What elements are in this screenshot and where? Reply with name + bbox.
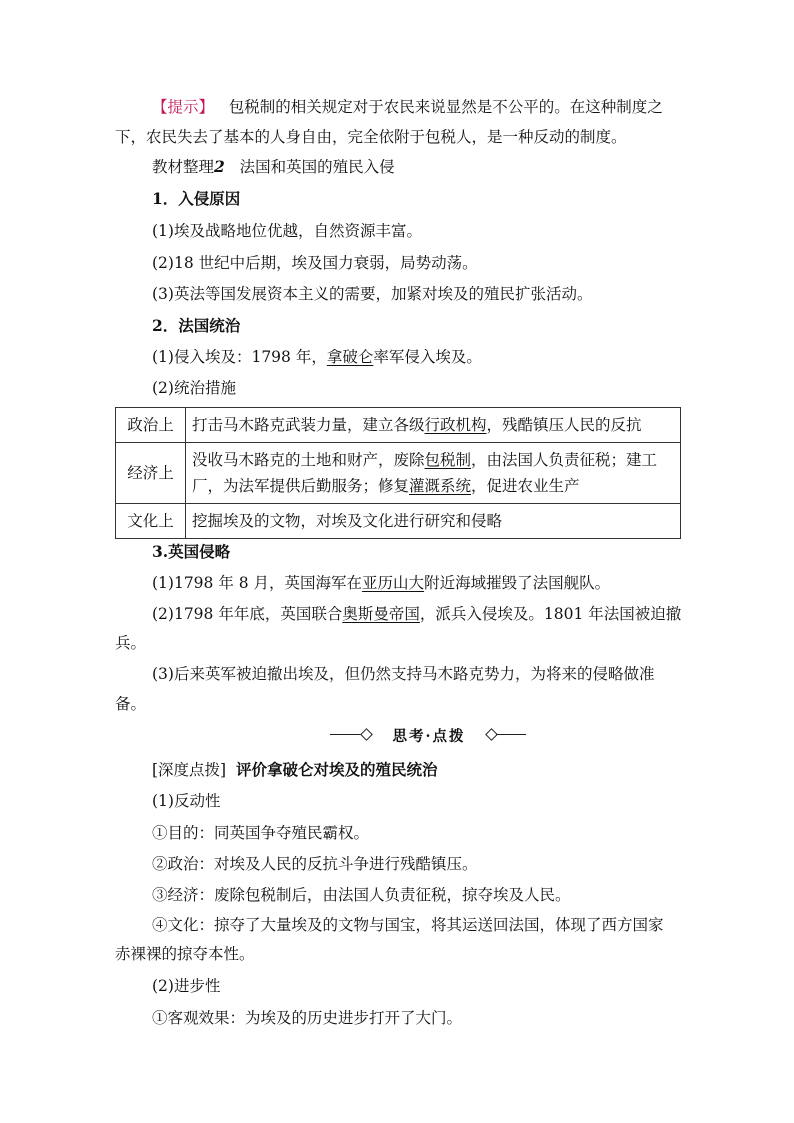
cell-text: ，促进农业生产 [471, 477, 580, 495]
hint-line-1 [152, 97, 663, 117]
napoleon-term: 拿破仑 [326, 348, 374, 366]
british-item-3-cont: 备。 [115, 695, 147, 713]
british-heading: 3.英国侵略 [152, 542, 231, 561]
cause-item-3: (3)英法等国发展资本主义的需要，加紧对埃及的殖民扩张活动。 [152, 285, 593, 303]
alexandria-term: 亚历山大 [362, 574, 425, 592]
divider-rule-left [330, 734, 362, 735]
hint-line-2: 下，农民失去了基本的人身自由，完全依附于包税人，是一种反动的制度。 [115, 128, 627, 146]
divider-label: 思考·点拨 [392, 728, 466, 745]
table-key-economic: 经济上 [116, 443, 186, 504]
section-title [152, 157, 395, 177]
hint-text-1: 包税制的相关规定对于农民来说显然是不公平的。在这种制度之 [228, 98, 663, 116]
reactionary-item-1: ①目的：同英国争夺殖民霸权。 [152, 824, 370, 842]
measures-heading: (2)统治措施 [152, 379, 236, 397]
causes-heading: 1．入侵原因 [152, 189, 241, 208]
cell-underlined-term: 灌溉系统 [409, 477, 472, 495]
deep-tag: [深度点拨] [152, 761, 227, 779]
reactionary-heading: (1)反动性 [152, 792, 221, 810]
table-value-cultural: 挖掘埃及的文物，对埃及文化进行研究和侵略 [186, 504, 681, 539]
british-item-2-cont: 兵。 [115, 634, 147, 652]
british-item-2 [152, 604, 681, 624]
section-divider [330, 725, 526, 745]
british-item-1 [152, 573, 610, 593]
reactionary-item-4: ④文化：掠夺了大量埃及的文物与国宝，将其运送回法国，体现了西方国家 [152, 916, 664, 934]
section-title-number: 2 [214, 157, 225, 176]
cause-item-2: (2)18 世纪中后期，埃及国力衰弱，局势动荡。 [152, 254, 478, 272]
measures-table [115, 407, 681, 539]
cell-underlined-term: 包税制 [424, 451, 472, 469]
cell-underlined-term: 行政机构 [424, 416, 487, 434]
british-item-1-suffix: 附近海域摧毁了法国舰队。 [424, 574, 611, 592]
british-item-2-suffix: ，派兵入侵埃及。1801 年法国被迫撤 [419, 605, 682, 623]
british-item-3: (3)后来英军被迫撤出埃及，但仍然支持马木路克势力，为将来的侵略做准 [152, 665, 655, 683]
progressive-item-1: ①客观效果：为埃及的历史进步打开了大门。 [152, 1009, 463, 1027]
british-item-1-prefix: (1)1798 年 8 月，英国海军在 [152, 574, 363, 592]
section-title-text: 法国和英国的殖民入侵 [239, 158, 395, 176]
cell-text: 没收马木路克的土地和财产，废除 [192, 451, 425, 469]
table-value-economic [186, 443, 681, 504]
cell-text: ，残酷镇压人民的反抗 [486, 416, 642, 434]
deep-title-line [152, 760, 437, 780]
divider-diamond-left-icon [360, 728, 373, 741]
deep-title: 评价拿破仑对埃及的殖民统治 [235, 760, 438, 779]
divider-rule-right [496, 734, 526, 735]
french-invasion-suffix: 率军侵入埃及。 [373, 348, 482, 366]
french-rule-heading: 2．法国统治 [152, 316, 241, 335]
section-title-prefix: 教材整理 [152, 158, 215, 176]
british-item-2-prefix: (2)1798 年年底，英国联合 [152, 605, 343, 623]
reactionary-item-4-cont: 赤裸裸的掠夺本性。 [115, 945, 255, 963]
table-value-political [186, 408, 681, 443]
cell-text: ，由法国人负责征税；建工厂，为法军提供后勤服务；修复 [192, 451, 658, 495]
reactionary-item-3: ③经济：废除包税制后，由法国人负责征税，掠夺埃及人民。 [152, 886, 571, 904]
cause-item-1: (1)埃及战略地位优越，自然资源丰富。 [152, 222, 422, 240]
progressive-heading: (2)进步性 [152, 977, 221, 995]
french-invasion-prefix: (1)侵入埃及：1798 年， [152, 348, 327, 366]
reactionary-item-2: ②政治：对埃及人民的反抗斗争进行残酷镇压。 [152, 855, 478, 873]
french-invasion-line [152, 347, 482, 367]
table-row [116, 408, 681, 443]
ottoman-term: 奥斯曼帝国 [342, 605, 420, 623]
table-row [116, 443, 681, 504]
table-key-political: 政治上 [116, 408, 186, 443]
table-key-cultural: 文化上 [116, 504, 186, 539]
cell-text: 打击马木路克武装力量，建立各级 [192, 416, 425, 434]
table-row [116, 504, 681, 539]
hint-tag: 【提示】 [152, 98, 215, 116]
